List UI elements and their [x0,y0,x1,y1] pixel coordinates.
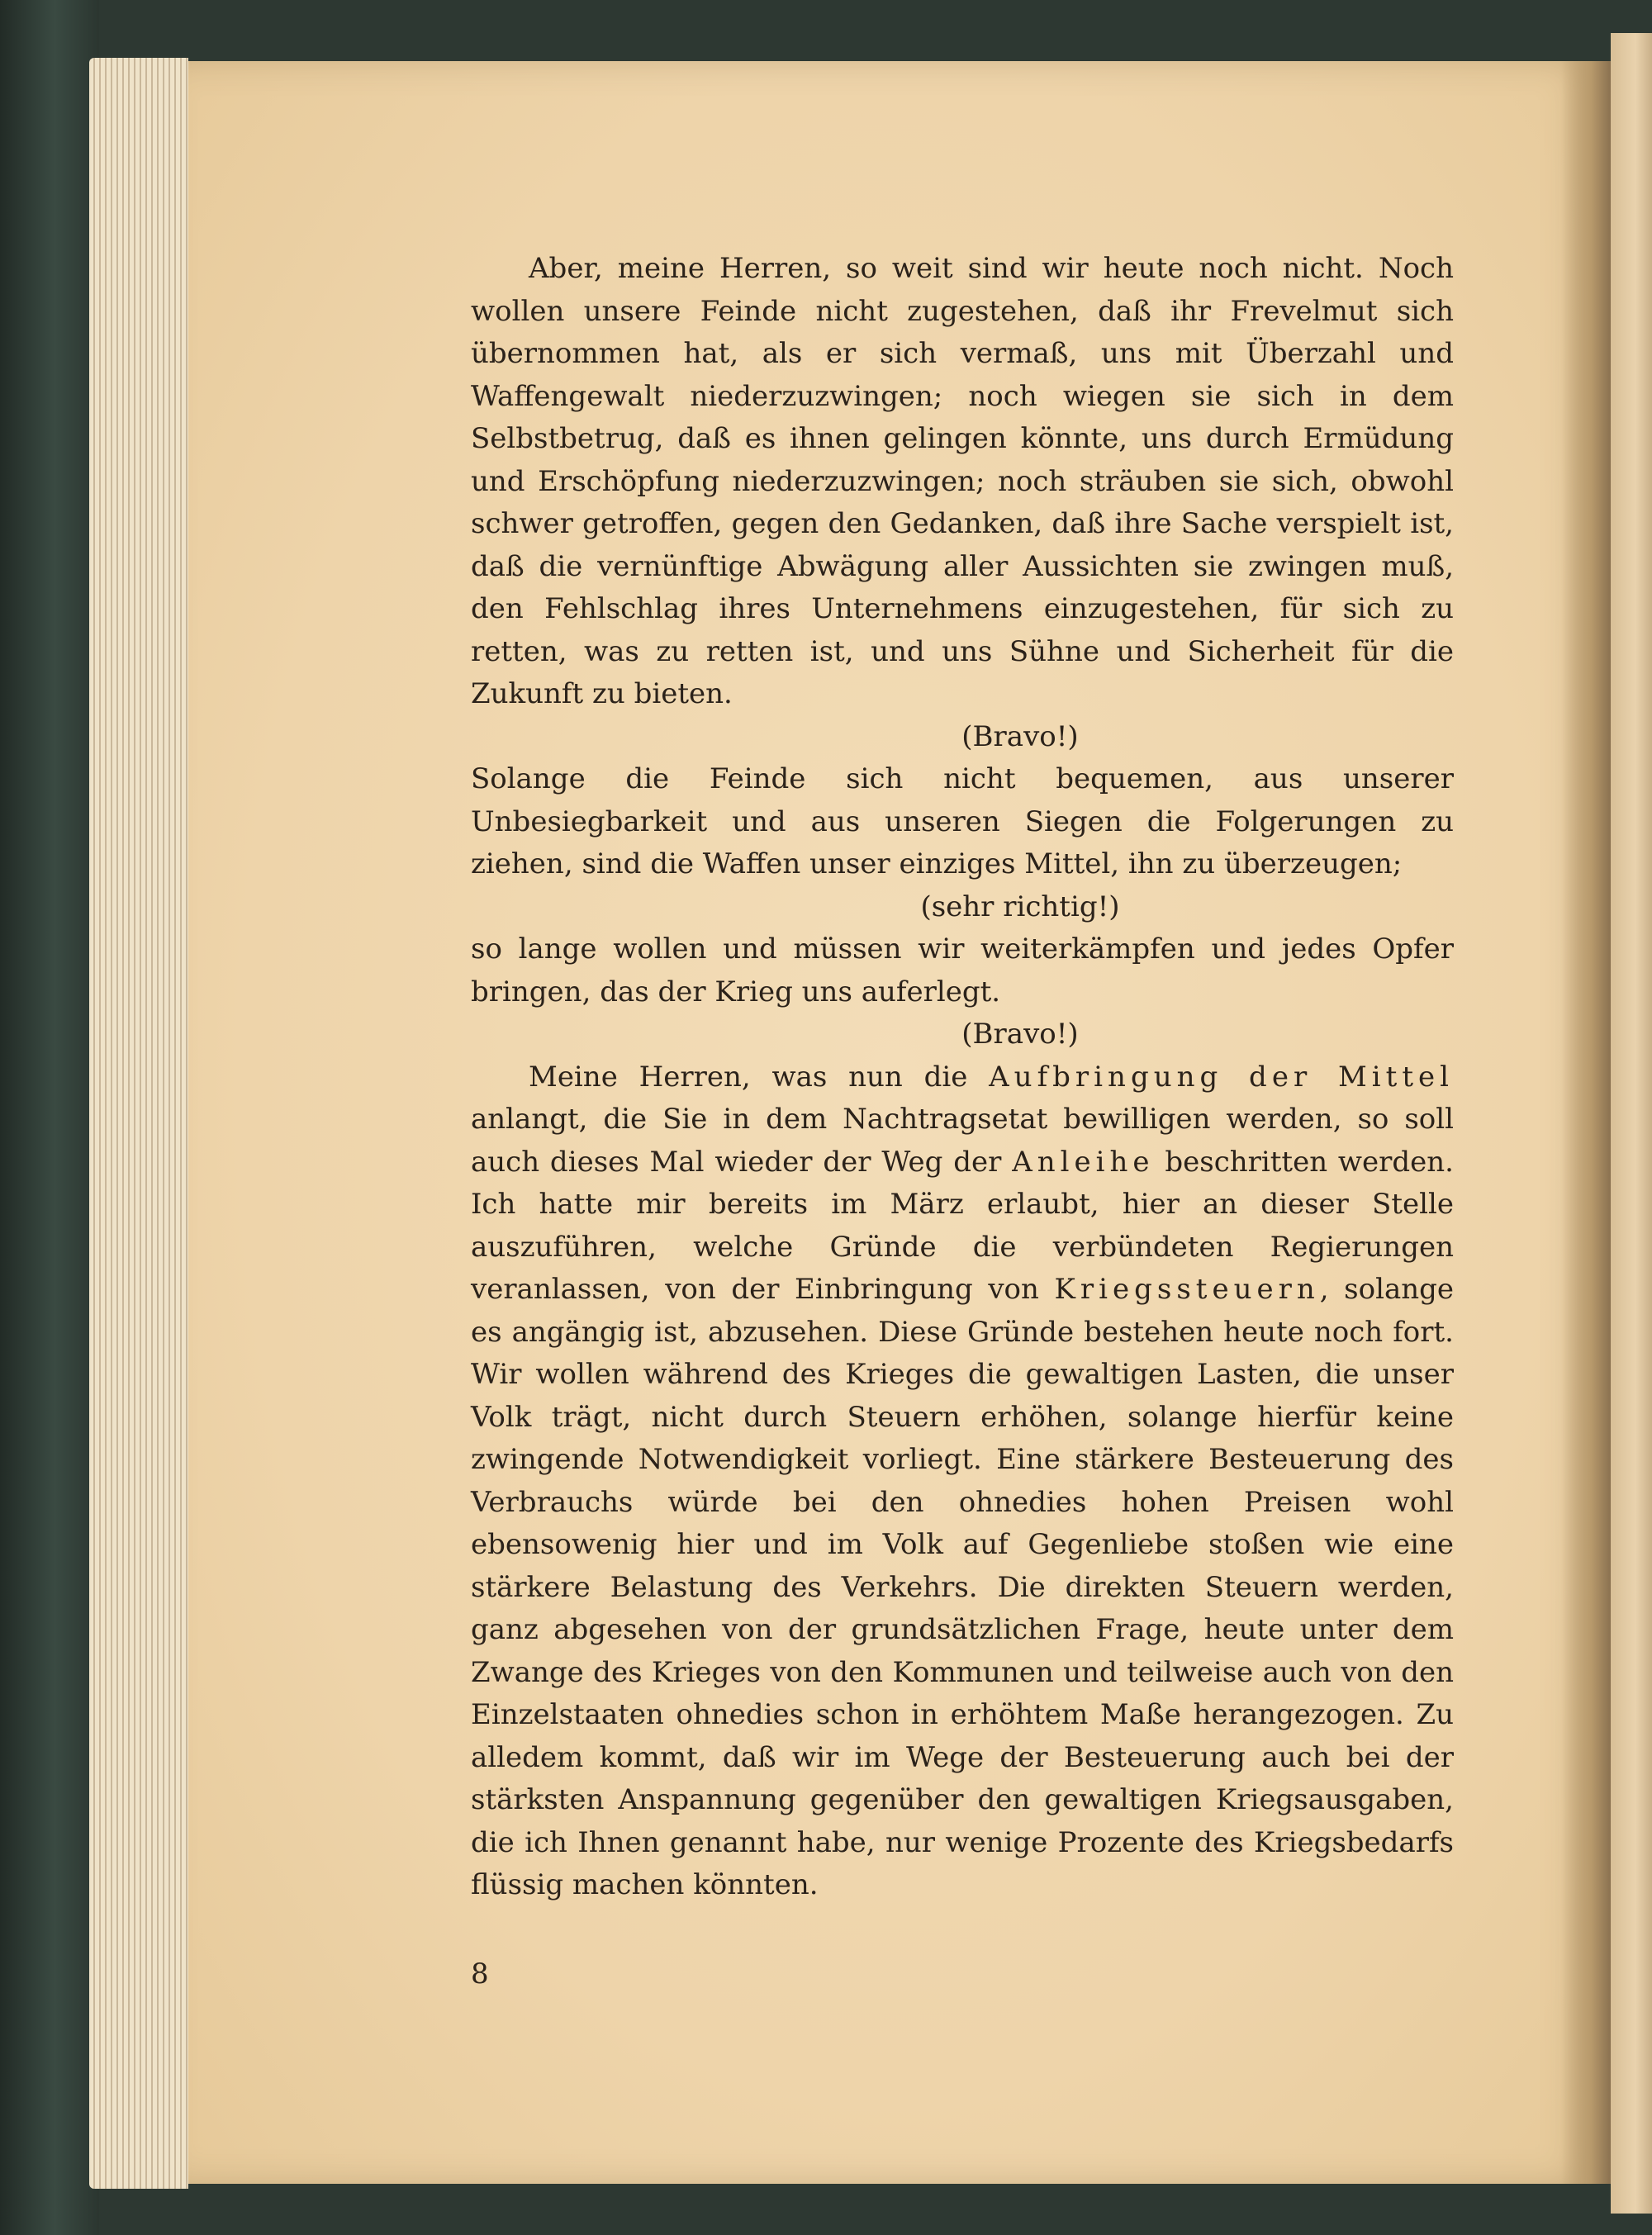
interjection-sehr-richtig: (sehr richtig!) [920,890,1120,923]
facing-page-edge [1611,33,1652,2214]
emphasis-anleihe: Anleihe [1012,1145,1155,1179]
interjection-bravo-2: (Bravo!) [961,1018,1079,1051]
emphasis-kriegssteuern: Kriegssteuern [1054,1273,1320,1306]
interjection-bravo-1: (Bravo!) [961,719,1079,753]
page-stack-edges [89,58,188,2189]
page-text-block [471,248,1454,1907]
paragraph-4-part-c: anlangt, die Sie in dem Nachtragsetat bewilligen werden, so soll auch dieses Mal wieder der Weg der [471,1103,1454,1179]
paragraph-1: Aber, meine Herren, so weit sind wir heute noch nicht. Noch wollen unsere Feinde nicht zugestehen, daß ihr Frevelmut sich übernommen hat, als er sich vermaß, uns mit Überzahl und Waffengewalt niederzuzwingen; noch wiegen sie sich in dem Selbstbetrug, daß es ihnen gelingen könnte, uns durch Ermüdung und Erschöpfung niederzuzwingen; noch sträuben sie sich, obwohl schwer getroffen, gegen den Gedanken, daß ihre Sache verspielt ist, daß die vernünftige Abwägung aller Aussichten sie zwingen muß, den Fehlschlag ihres Unternehmens einzugestehen, für sich zu retten, was zu retten ist, und uns Sühne und Sicherheit für die Zukunft zu bieten. [471,252,1454,710]
paragraph-2: Solange die Feinde sich nicht bequemen, aus unserer Unbesiegbarkeit und aus unseren Siegen die Folgerungen zu ziehen, sind die Waffen unser einziges Mittel, ihn zu überzeugen; [471,762,1454,880]
paragraph-3: so lange wollen und müssen wir weiterkämpfen und jedes Opfer bringen, das der Krieg uns auferlegt. [471,932,1454,1008]
paragraph-4 [471,1056,1454,1907]
book-cover-edge [0,0,99,2235]
paragraph-4-part-g: , solange es angängig ist, abzusehen. Diese Gründe bestehen heute noch fort. Wir wollen während des Krieges die gewaltigen Lasten, die unser Volk trägt, nicht durch Steuern erhöhen, solange hierfür keine zwingende Notwendigkeit vorliegt. Eine stärkere Besteuerung des Verbrauchs würde bei den ohnedies hohen Preisen wohl ebensowenig hier und im Volk auf Gegenliebe stoßen wie eine stärkere Belastung des Verkehrs. Die direkten Steuern werden, ganz abgesehen von der grundsätzlichen Frage, heute unter dem Zwange des Krieges von den Kommunen und teilweise auch von den Einzelstaaten ohnedies schon in erhöhtem Maße herangezogen. Zu alledem kommt, daß wir im Wege der Besteuerung auch bei der stärksten Anspannung gegenüber den gewaltigen Kriegsausgaben, die ich Ihnen genannt habe, nur wenige Prozente des Kriegsbedarfs flüssig machen könnten. [471,1273,1454,1901]
paragraph-4-part-e: beschritten werden. Ich hatte mir bereits im März erlaubt, hier an dieser Stelle auszuführen, welche Gründe die verbündeten Regierungen veranlassen, von der Einbringung von [471,1145,1454,1306]
page-number: 8 [471,1957,489,1991]
page-gutter [1561,61,1611,2184]
emphasis-aufbringung-der-mittel: Aufbringung der Mittel [989,1060,1454,1094]
paragraph-4-part-a: Meine Herren, was nun die [529,1060,990,1094]
